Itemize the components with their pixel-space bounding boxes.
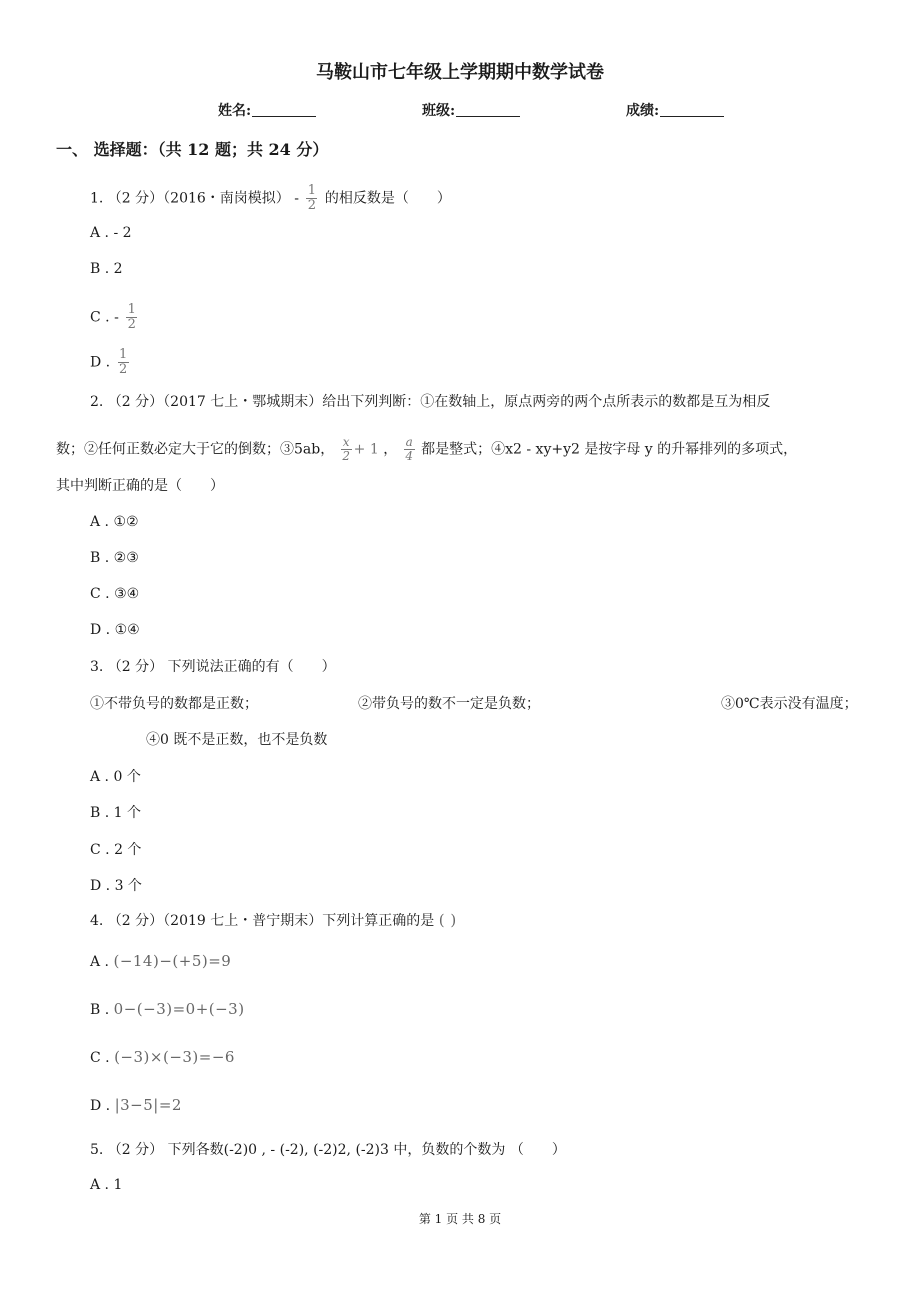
q4-blank-paren: ( )	[438, 911, 457, 929]
score-label: 成绩:	[626, 103, 660, 119]
q3-statement-1: ①不带负号的数都是正数；	[90, 696, 258, 712]
q2-option-a[interactable]: A . ①②	[90, 514, 139, 530]
q1-stem-b: 的相反数是（ ）	[324, 190, 451, 207]
q1-d-frac-num: 1	[118, 347, 128, 362]
q5-option-a[interactable]: A . 1	[90, 1177, 123, 1193]
section-heading: 一、 选择题：（共 12 题；共 24 分）	[56, 140, 329, 159]
q4-option-c[interactable]	[90, 1048, 235, 1066]
class-label: 班级:	[422, 103, 456, 119]
q1-d-frac-den: 2	[118, 362, 128, 377]
q4-option-a[interactable]	[90, 952, 231, 970]
q2-fraction-a-over-4	[404, 436, 415, 463]
q2-option-b[interactable]: B . ②③	[90, 550, 139, 566]
q3-statement-2: ②带负号的数不一定是负数；	[358, 696, 540, 712]
q4-option-c-label: C .	[90, 1050, 110, 1066]
q1-fraction	[306, 184, 317, 213]
score-blank[interactable]	[660, 102, 724, 117]
q1-c-frac-num: 1	[127, 302, 136, 317]
q1-option-b[interactable]: B . 2	[90, 261, 123, 277]
q4-option-d-label: D .	[90, 1098, 111, 1114]
score-field[interactable]	[626, 100, 724, 120]
q3-statement-3: ③0℃表示没有温度；	[721, 696, 858, 712]
q1-option-c-label: C . -	[90, 309, 119, 326]
name-label: 姓名:	[218, 103, 252, 119]
q4-option-b-expression: 0−(−3)=0+(−3)	[113, 1000, 245, 1018]
q1-option-d-label: D .	[90, 354, 111, 371]
q2-line2-a: 数；②任何正数必定大于它的倒数；③5ab，	[56, 441, 335, 458]
q3-option-c[interactable]: C . 2 个	[90, 842, 142, 858]
question-2-line-3: 其中判断正确的是（ ）	[56, 478, 224, 494]
q1-c-frac-den: 2	[127, 317, 136, 332]
q3-option-d[interactable]: D . 3 个	[90, 878, 142, 894]
question-5-stem: 5. （2 分） 下列各数(-2)0 , - (-2), (-2)2, (-2)3 中，负数的个数为 （ ）	[90, 1142, 566, 1158]
name-field[interactable]	[218, 100, 316, 120]
page-footer: 第 1 页 共 8 页	[418, 1212, 502, 1226]
q2-frac2-num: a	[405, 435, 413, 449]
q4-stem-text: 4. （2 分）（2019 七上・普宁期末）下列计算正确的是	[90, 913, 435, 929]
q3-statement-4: ④0 既不是正数，也不是负数	[146, 732, 328, 748]
q2-option-c[interactable]: C . ③④	[90, 586, 140, 602]
q1-option-d-fraction	[118, 348, 129, 377]
q4-option-d[interactable]	[90, 1096, 182, 1114]
q4-option-b[interactable]	[90, 1000, 245, 1018]
q1-option-a[interactable]: A . - 2	[90, 225, 132, 241]
q2-line2-mid: ，	[383, 441, 398, 458]
question-2-line-1: 2. （2 分）（2017 七上・鄂城期末）给出下列判断：①在数轴上，原点两旁的两个点所表示的数都是互为相反	[90, 394, 771, 410]
q2-frac1-den: 2	[342, 449, 350, 463]
q1-stem-a: 1. （2 分）（2016・南岗模拟） -	[90, 190, 299, 207]
q1-frac-num: 1	[307, 183, 317, 198]
question-4-stem	[90, 910, 457, 931]
q2-frac1-num: x	[342, 435, 350, 449]
q4-option-a-expression: (−14)−(+5)=9	[113, 952, 232, 970]
q4-option-d-expression: |3−5|=2	[114, 1096, 182, 1114]
question-2-line-2	[56, 436, 797, 463]
page-title: 马鞍山市七年级上学期期中数学试卷	[316, 62, 604, 83]
q2-frac2-den: 4	[405, 449, 413, 463]
q4-option-a-label: A .	[90, 954, 110, 970]
class-field[interactable]	[422, 100, 520, 120]
q1-option-d[interactable]	[90, 348, 132, 377]
class-blank[interactable]	[456, 102, 520, 117]
q3-option-a[interactable]: A . 0 个	[90, 769, 141, 785]
q3-option-b[interactable]: B . 1 个	[90, 805, 141, 821]
q1-option-c[interactable]	[90, 303, 140, 332]
q4-option-c-expression: (−3)×(−3)=−6	[114, 1048, 235, 1066]
q2-line2-b: 都是整式；④x2 - xy+y2 是按字母 y 的升幂排列的多项式，	[421, 441, 798, 458]
q4-option-b-label: B .	[90, 1002, 110, 1018]
q2-fraction-x-over-2	[341, 436, 352, 463]
q2-frac1-tail: + 1	[353, 441, 379, 458]
q1-option-c-fraction	[126, 303, 137, 332]
question-3-stem: 3. （2 分） 下列说法正确的有（ ）	[90, 659, 336, 675]
name-blank[interactable]	[252, 102, 316, 117]
question-1-stem	[90, 184, 451, 213]
q2-option-d[interactable]: D . ①④	[90, 622, 140, 638]
q1-frac-den: 2	[307, 198, 317, 213]
